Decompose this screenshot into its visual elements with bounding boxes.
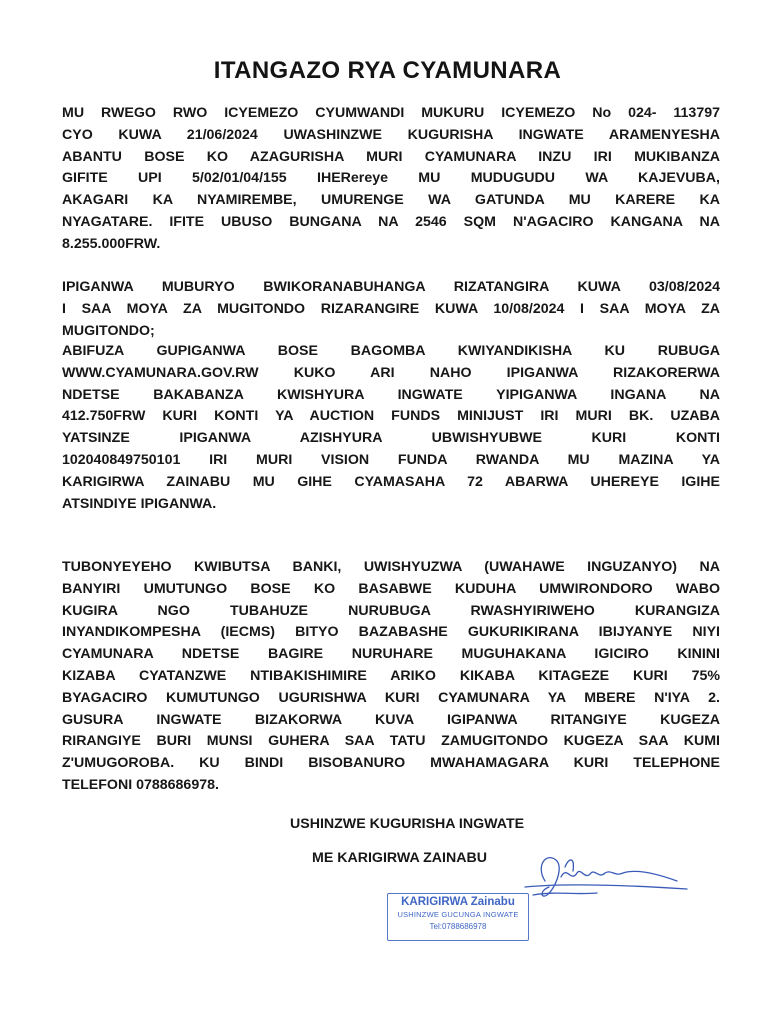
text-line: CYAMUNARA NDETSE BAGIRE NURUHARE MUGUHAKANA IGICIRO KININI (62, 646, 720, 663)
paragraph-auction-dates (62, 277, 720, 342)
paragraph-reminder (62, 557, 720, 797)
text-line: Z'UMUGOROBA. KU BINDI BISOBANURO MWAHAMAGARA KURI TELEPHONE (62, 755, 720, 772)
text-line: WWW.CYAMUNARA.GOV.RW KUKO ARI NAHO IPIGANWA RIZAKORERWA (62, 364, 720, 381)
announcement-title: ITANGAZO RYA CYAMUNARA (213, 57, 562, 84)
signatory-role: USHINZWE KUGURISHA INGWATE (290, 816, 525, 832)
text-line: AKAGARI KA NYAMIREMBE, UMURENGE WA GATUNDA MU KARERE KA (62, 192, 720, 209)
text-line: GUSURA INGWATE BIZAKORWA KUVA IGIPANWA RITANGIYE KUGEZA (62, 711, 720, 728)
text-line: MU RWEGO RWO ICYEMEZO CYUMWANDI MUKURU ICYEMEZO No 024- 113797 (62, 105, 720, 121)
stamp-role: USHINZWE GUCUNGA INGWATE (397, 910, 519, 919)
text-line: KUGIRA NGO TUBAHUZE NURUBUGA RWASHYIRIWEHO KURANGIZA (62, 602, 720, 619)
text-line: RIRANGIYE BURI MUNSI GUHERA SAA TATU ZAMUGITONDO KUGEZA SAA KUMI (62, 733, 720, 750)
text-line: BYAGACIRO KUMUTUNGO UGURISHWA KURI CYAMUNARA YA MBERE N'IYA 2. (62, 689, 720, 706)
paragraph-auction-notice (62, 103, 720, 256)
handwritten-signature (505, 843, 695, 913)
stamp-name: KARIGIRWA Zainabu (401, 896, 515, 908)
text-line: ATSINDIYE IPIGANWA. (62, 495, 217, 512)
paragraph-registration (62, 341, 720, 515)
text-line: CYO KUWA 21/06/2024 UWASHINZWE KUGURISHA INGWATE ARAMENYESHA (62, 126, 720, 143)
official-stamp (387, 893, 529, 941)
text-line: GIFITE UPI 5/02/01/04/155 IHERereye MU MUDUGUDU WA KAJEVUBA, (62, 170, 720, 187)
text-line: YATSINZE IPIGANWA AZISHYURA UBWISHYUBWE KURI KONTI (62, 430, 720, 447)
text-line: 8.255.000FRW. (62, 235, 161, 252)
text-line: MUGITONDO; (62, 322, 155, 339)
text-line: 102040849750101 IRI MURI VISION FUNDA RWANDA MU MAZINA YA (62, 451, 720, 468)
text-line: TUBONYEYEHO KWIBUTSA BANKI, UWISHYUZWA (UWAHAWE INGUZANYO) NA (62, 559, 720, 575)
signatory-name: ME KARIGIRWA ZAINABU (312, 850, 487, 866)
text-line: INYANDIKOMPESHA (IECMS) BITYO BAZABASHE GUKURIKIRANA IBIJYANYE NIYI (62, 624, 720, 641)
text-line: IPIGANWA MUBURYO BWIKORANABUHANGA RIZATANGIRA KUWA 03/08/2024 (62, 279, 720, 295)
text-line: TELEFONI 0788686978. (62, 776, 219, 793)
text-line: NDETSE BAKABANZA KWISHYURA INGWATE YIPIGANWA INGANA NA (62, 386, 720, 403)
text-line: ABANTU BOSE KO AZAGURISHA MURI CYAMUNARA INZU IRI MUKIBANZA (62, 148, 720, 165)
text-line: KARIGIRWA ZAINABU MU GIHE CYAMASAHA 72 ABARWA UHEREYE IGIHE (62, 473, 720, 490)
text-line: BANYIRI UMUTUNGO BOSE KO BASABWE KUDUHA UMWIRONDORO WABO (62, 580, 720, 597)
text-line: 412.750FRW KURI KONTI YA AUCTION FUNDS MINIJUST IRI MURI BK. UZABA (62, 408, 720, 425)
text-line: NYAGATARE. IFITE UBUSO BUNGANA NA 2546 SQM N'AGACIRO KANGANA NA (62, 213, 720, 230)
text-line: KIZABA CYATANZWE NTIBAKISHIMIRE ARIKO KIKABA KITAGEZE KURI 75% (62, 667, 720, 684)
text-line: ABIFUZA GUPIGANWA BOSE BAGOMBA KWIYANDIKISHA KU RUBUGA (62, 343, 720, 359)
stamp-phone: Tel:0788686978 (429, 922, 487, 931)
text-line: I SAA MOYA ZA MUGITONDO RIZARANGIRE KUWA 10/08/2024 I SAA MOYA ZA (62, 300, 720, 317)
